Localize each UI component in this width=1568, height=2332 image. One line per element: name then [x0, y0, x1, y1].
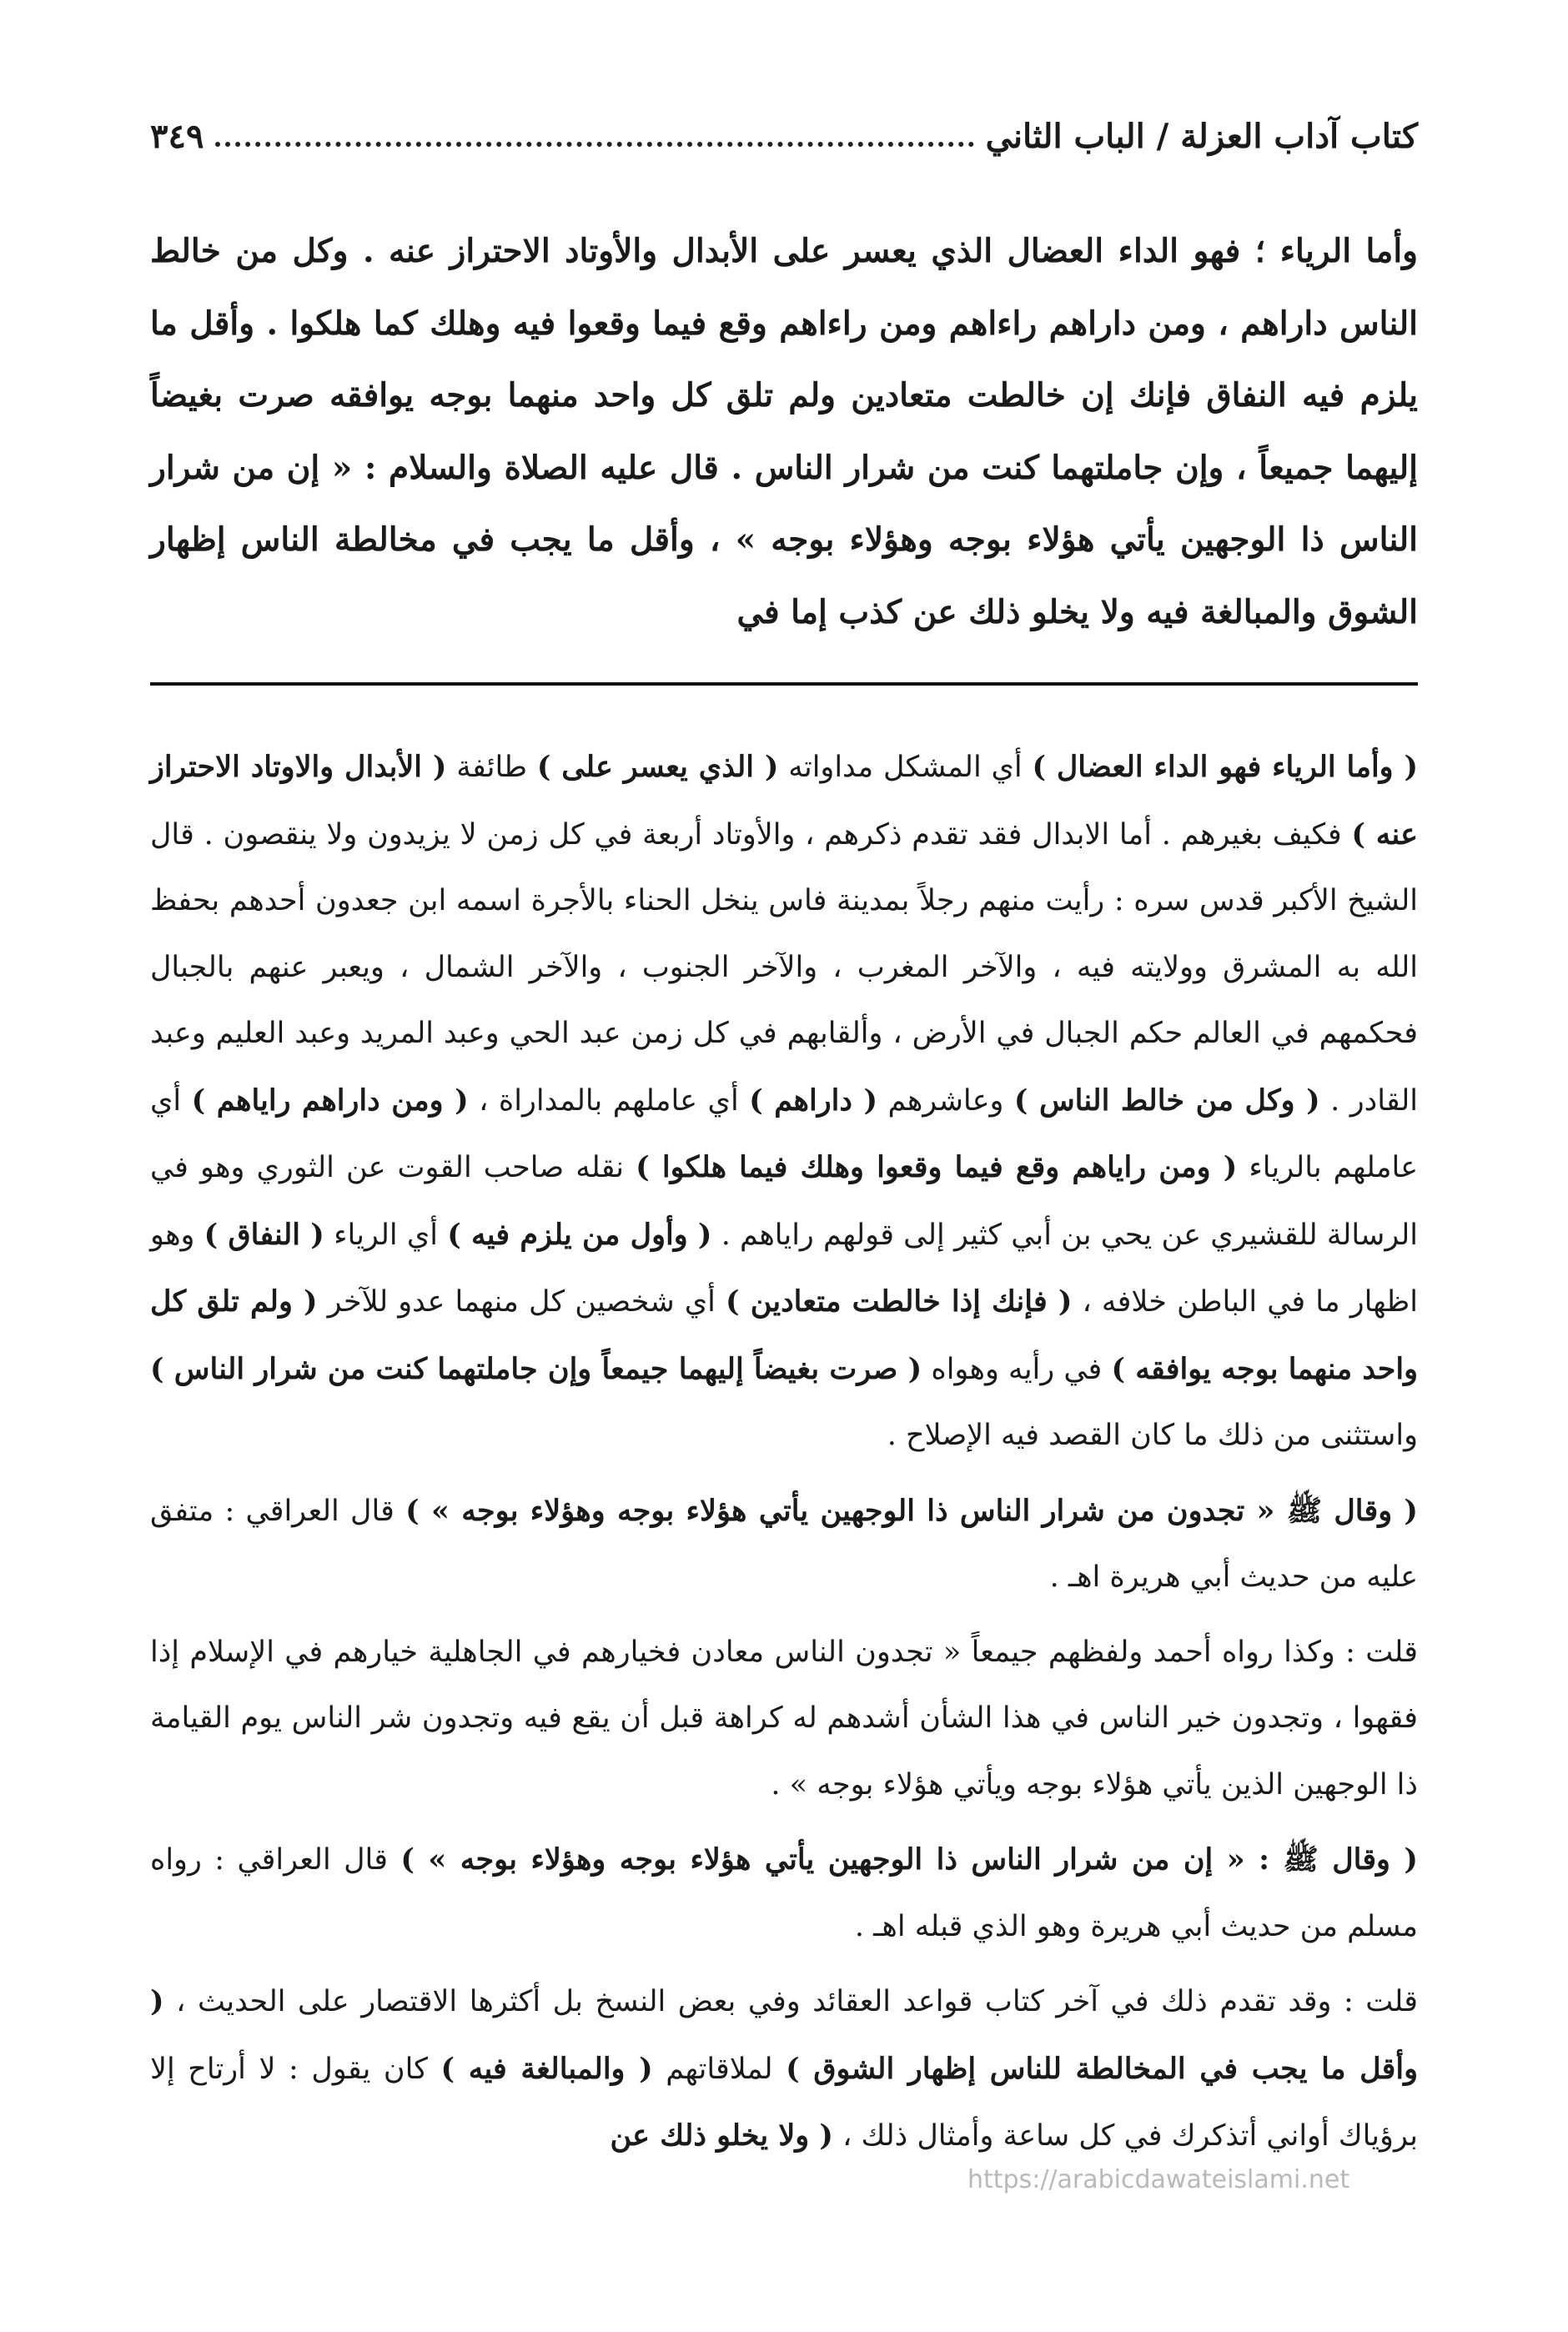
matn-quote: ( ولا يخلو ذلك عن — [610, 2118, 833, 2153]
matn-quote: ( وأما الرياء فهو الداء العضال ) — [1032, 750, 1419, 784]
commentary-text — [150, 734, 1418, 2179]
commentary-segment: قال العراقي : متفق عليه من حديث أبي هريرة اهـ . — [150, 1494, 1418, 1594]
commentary-paragraph-3: قلت : وكذا رواه أحمد ولفظهم جيمعاً « تجدون الناس معادن فخيارهم في الجاهلية خيارهم في الإسلام إذا فقهوا ، وتجدون خير الناس في هذا الشأن أشدهم له كراهة قبل أن يقع فيه وتجدون شر الناس يوم القيامة ذا الوجهين الذين يأتي هؤلاء بوجه ويأتي هؤلاء بوجه » . — [150, 1635, 1418, 1802]
commentary-segment: طائفة — [446, 751, 537, 784]
commentary-segment: قال العراقي : رواه مسلم من حديث أبي هريرة وهو الذي قبله اهـ . — [150, 1843, 1418, 1943]
commentary-segment: وعاشرهم — [877, 1083, 1014, 1118]
commentary-segment: فكيف بغيرهم . أما الابدال فقد تقدم ذكرهم ، والأوتاد أربعة في كل زمن لا يزيدون ولا ينقصون . قال الشيخ الأكبر قدس سره : رأيت منهم رجلاً بمدينة فاس ينخل الحناء بالأجرة اسمه ابن جعدون أحدهم بحفظ الله به المشرق وولايته فيه ، والآخر المغرب ، والآخر الجنوب ، والآخر الشمال ، ويعبر عنهم بالجبال فحكمهم في العالم حكم الجبال في الأرض ، وألقابهم في كل زمن عبد الحي وعبد المريد وعبد العليم وعبد القادر . — [150, 817, 1419, 1118]
matn-quote: ( وكل من خالط الناس ) — [1013, 1083, 1320, 1118]
commentary-paragraph-4 — [150, 1827, 1418, 1960]
matn-quote: ( داراهم ) — [749, 1083, 878, 1118]
commentary-segment: واستثنى من ذلك ما كان القصد فيه الإصلاح . — [887, 1419, 1418, 1452]
commentary-segment: نقله صاحب القوت عن الثوري وهو في الرسالة للقشيري عن يحي بن أبي كثير إلى قولهم راياهم . — [150, 1151, 1419, 1252]
matn-quote: ( ولم تلق كل واحد منهما بوجه يوافقه ) — [150, 1284, 1418, 1386]
commentary-paragraph-5 — [150, 1968, 1418, 2170]
commentary-segment: أي عاملهم بالرياء — [150, 1083, 1418, 1184]
matn-quote: ( وقال ﷺ : « إن من شرار الناس ذا الوجهين يأتي هؤلاء بوجه وهؤلاء بوجه » ) — [400, 1842, 1418, 1877]
commentary-segment: قلت : وقد تقدم ذلك في آخر كتاب قواعد العقائد وفي بعض النسخ بل أكثرها الاقتصار على الحديث ، — [163, 1985, 1418, 2018]
running-header — [150, 107, 1418, 165]
commentary-segment: أي شخصين كل منهما عدو للآخر — [317, 1285, 726, 1319]
matn-quote: ( والمبالغة فيه ) — [440, 2051, 653, 2086]
page-number: ٣٤٩ — [150, 116, 204, 156]
watermark-url: https://arabicdawateislami.net — [967, 2165, 1350, 2194]
commentary-segment: أي عاملهم بالمداراة ، — [468, 1083, 750, 1118]
matn-quote: ( فإنك إذا خالطت متعادين ) — [725, 1284, 1073, 1319]
matn-quote: ( وأقل ما يجب في المخالطة للناس إظهار الشوق ) — [150, 1984, 1418, 2086]
matn-quote: ( وقال ﷺ « تجدون من شرار الناس ذا الوجهين يأتي هؤلاء بوجه وهؤلاء بوجه » ) — [405, 1493, 1418, 1528]
commentary-segment: كان يقول : لا أرتاح إلا برؤياك أواني أتذكرك في كل ساعة وأمثال ذلك ، — [150, 2052, 1418, 2153]
commentary-segment: أي المشكل مداواته — [778, 751, 1033, 784]
matn-quote: ( النفاق ) — [204, 1217, 324, 1252]
commentary-segment: أي الرياء — [324, 1218, 448, 1252]
commentary-paragraph-2 — [150, 1478, 1418, 1611]
matn-quote: ( الأبدال والاوتاد الاحتراز عنه ) — [150, 750, 1418, 852]
commentary-paragraph-1 — [150, 734, 1418, 1470]
commentary-segment: في رأيه وهواه — [922, 1352, 1112, 1386]
matn-quote: ( صرت بغيضاً إليهما جيمعاً وإن جاملتهما كنت من شرار الناس ) — [150, 1351, 922, 1386]
commentary-segment: لملاقاتهم — [652, 2052, 787, 2086]
matn-quote: ( ومن راياهم وقع فيما وقعوا وهلك فيما هلكوا ) — [636, 1150, 1238, 1184]
header-title: كتاب آداب العزلة / الباب الثاني — [985, 116, 1418, 156]
matn-quote: ( ومن داراهم راياهم ) — [191, 1083, 469, 1118]
matn-quote: ( وأول من يلزم فيه ) — [447, 1217, 712, 1252]
matn-quote: ( الذي يعسر على ) — [536, 750, 779, 784]
header-dotted-leader — [215, 142, 973, 147]
main-text — [150, 215, 1418, 648]
main-paragraph: وأما الرياء ؛ فهو الداء العضال الذي يعسر على الأبدال والأوتاد الاحتراز عنه . وكل من خالط الناس داراهم ، ومن داراهم راءاهم ومن راءاهم وقع فيما وقعوا فيه وهلك كما هلكوا . وأقل ما يلزم فيه النفاق فإنك إن خالطت متعادين ولم تلق كل واحد منهما بوجه يوافقه صرت بغيضاً إليهما جميعاً ، وإن جاملتهما كنت من شرار الناس . قال عليه الصلاة والسلام : « إن من شرار الناس ذا الوجهين يأتي هؤلاء بوجه وهؤلاء بوجه » ، وأقل ما يجب في مخالطة الناس إظهار الشوق والمبالغة فيه ولا يخلو ذلك عن كذب إما في — [150, 232, 1418, 631]
commentary-segment: وهو اظهار ما في الباطن خلافه ، — [150, 1218, 1418, 1319]
footnote-separator-line — [150, 682, 1418, 686]
